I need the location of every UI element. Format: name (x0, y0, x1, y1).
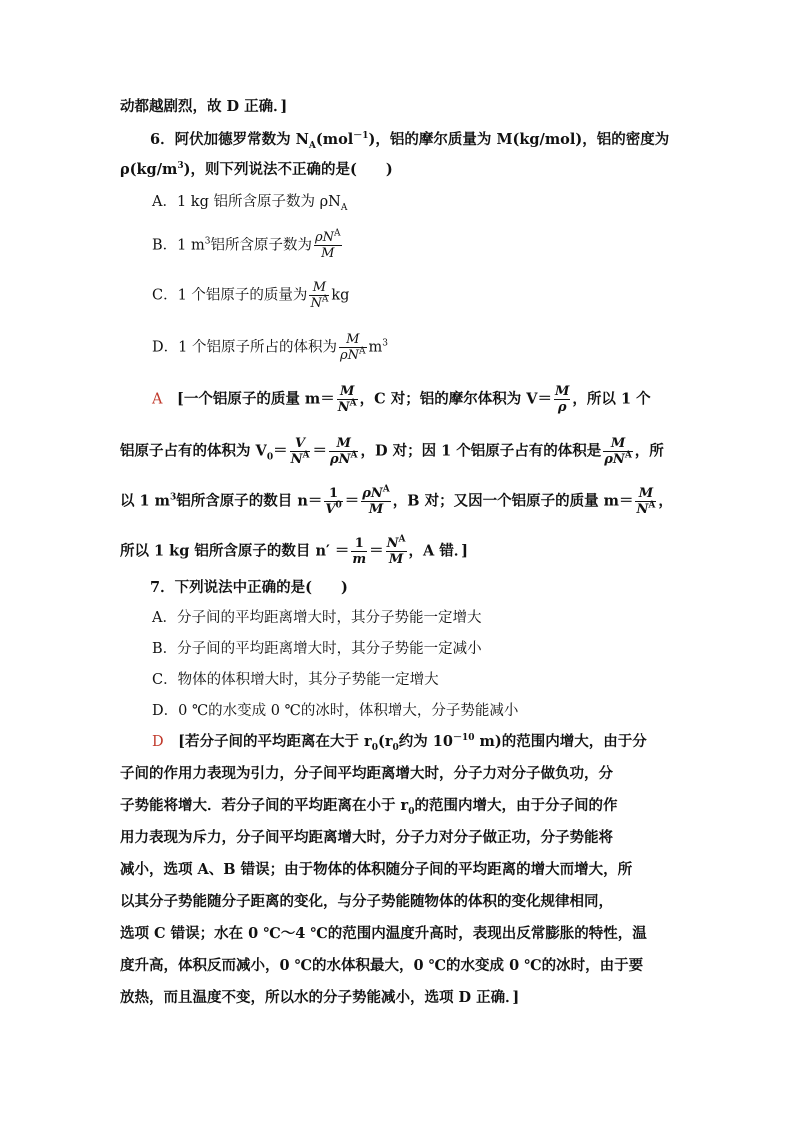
q6-explanation-line3: 以 1 $m^3$铝所含原子的数目 n＝ $\frac{1}{V^0}$ ＝ $\frac{\rho N^A}{M}$ ，B 对；又因一个铝原子的质量 m＝ $\frac{M}{N^A}$ ， (120, 484, 673, 517)
q7-answer: D (152, 734, 164, 750)
q6-explanation-line4: 所以 1 kg 铝所含原子的数目 n′ ＝ $\frac{1}{m}$ ＝ $\frac{N^A}{M}$ ，A 错．] (120, 534, 468, 567)
q6-stem-line1: 6．阿伏加德罗常数为 $N_A(mol^{-1})$，铝的摩尔质量为 M(kg/mol)，铝的密度为 (150, 131, 670, 151)
q7-explanation-line4: 用力表现为斥力，分子间平均距离增大时，分子力对分子做正功，分子势能将 (120, 829, 613, 846)
fraction: $\frac{M}{N^A}$ (337, 384, 357, 415)
fraction: $\frac{\rho N^A}{M}$ (362, 484, 390, 517)
q7-option-d: D．0 ℃的水变成 0 ℃的冰时，体积增大，分子势能减小 (152, 703, 519, 719)
q6-option-c: C．1 个铝原子的质量为 $\frac{M}{N^A}$ kg (152, 280, 350, 311)
fraction: $\frac{M}{N^A}$ (310, 280, 329, 311)
q7-explanation-line7: 选项 C 错误；水在 0 ℃～4 ℃的范围内温度升高时，表现出反常膨胀的特性，温 (120, 925, 647, 942)
q7-stem: 7．下列说法中正确的是( ) (150, 579, 348, 596)
q7-option-c: C．物体的体积增大时，其分子势能一定增大 (152, 672, 439, 688)
q7-explanation-line3: 子势能将增大．若分子间的平均距离在小于 $r_0$的范围内增大，由于分子间的作 (120, 797, 618, 817)
q6-stem-line2: $\rho(kg/m^3)$，则下列说法不正确的是( ) (120, 161, 393, 178)
q7-explanation-line2: 子间的作用力表现为引力，分子间平均距离增大时，分子力对分子做负功，分 (120, 765, 613, 782)
fraction: $\frac{M}{\rho N^A}$ (604, 436, 632, 467)
q7-explanation-line8: 度升高，体积反而减小，0 ℃的水体积最大，0 ℃的水变成 0 ℃的冰时，由于要 (120, 957, 644, 974)
fraction: $\frac{M}{N^A}$ (636, 486, 656, 517)
fraction: $\frac{M}{\rho}$ (555, 384, 570, 415)
q6-answer: A (152, 391, 163, 408)
q7-explanation-line6: 以其分子势能随分子距离的变化，与分子势能随物体的体积的变化规律相同， (120, 893, 613, 910)
q6-option-b: B．1 $m^3$铝所含原子数为 $\frac{\rho N^A}{M}$ (152, 228, 341, 261)
fraction: $\frac{V}{N^A}$ (290, 436, 310, 467)
fraction: $\frac{1}{V^0}$ (325, 486, 342, 517)
q7-explanation-line5: 减小，选项 A、B 错误；由于物体的体积随分子间的平均距离的增大而增大，所 (120, 861, 633, 878)
q7-explanation-line1: D [若分子间的平均距离在大于 $r_0(r_0$约为 $10^{-10}$ m)的范围内增大，由于分 (152, 733, 647, 753)
q7-option-b: B．分子间的平均距离增大时，其分子势能一定减小 (152, 641, 482, 657)
fraction: $\frac{M}{\rho N^A}$ (329, 436, 358, 467)
q6-explanation-line2: 铝原子占有的体积为 $V_0=$ $\frac{V}{N^A}$ ＝ $\frac{M}{\rho N^A}$ ，D 对；因 1 个铝原子占有的体积是 $\frac{M}{\rho N^A}$ ，所 (120, 436, 664, 467)
q6-option-d: D．1 个铝原子所占的体积为 $\frac{M}{\rho N^A}$ $m^3$ (152, 332, 388, 363)
fraction: $\frac{N^A}{M}$ (386, 534, 406, 567)
fraction: $\frac{1}{m}$ (352, 536, 367, 567)
q7-explanation-line9: 放热，而且温度不变，所以水的分子势能减小，选项 D 正确．] (120, 989, 520, 1006)
prev-continuation: 动都越剧烈，故 D 正确．] (120, 98, 288, 115)
fraction: $\frac{M}{\rho N^A}$ (339, 332, 366, 363)
fraction: $\frac{\rho N^A}{M}$ (314, 228, 341, 261)
q6-explanation-line1: A [一个铝原子的质量 m＝ $\frac{M}{N^A}$ ，C 对；铝的摩尔体积为 V＝ $\frac{M}{\rho}$ ，所以 1 个 (152, 384, 651, 415)
q6-option-a: A．1 kg 铝所含原子数为 $\rho N_A$ (152, 194, 348, 213)
q7-option-a: A．分子间的平均距离增大时，其分子势能一定增大 (152, 610, 482, 626)
